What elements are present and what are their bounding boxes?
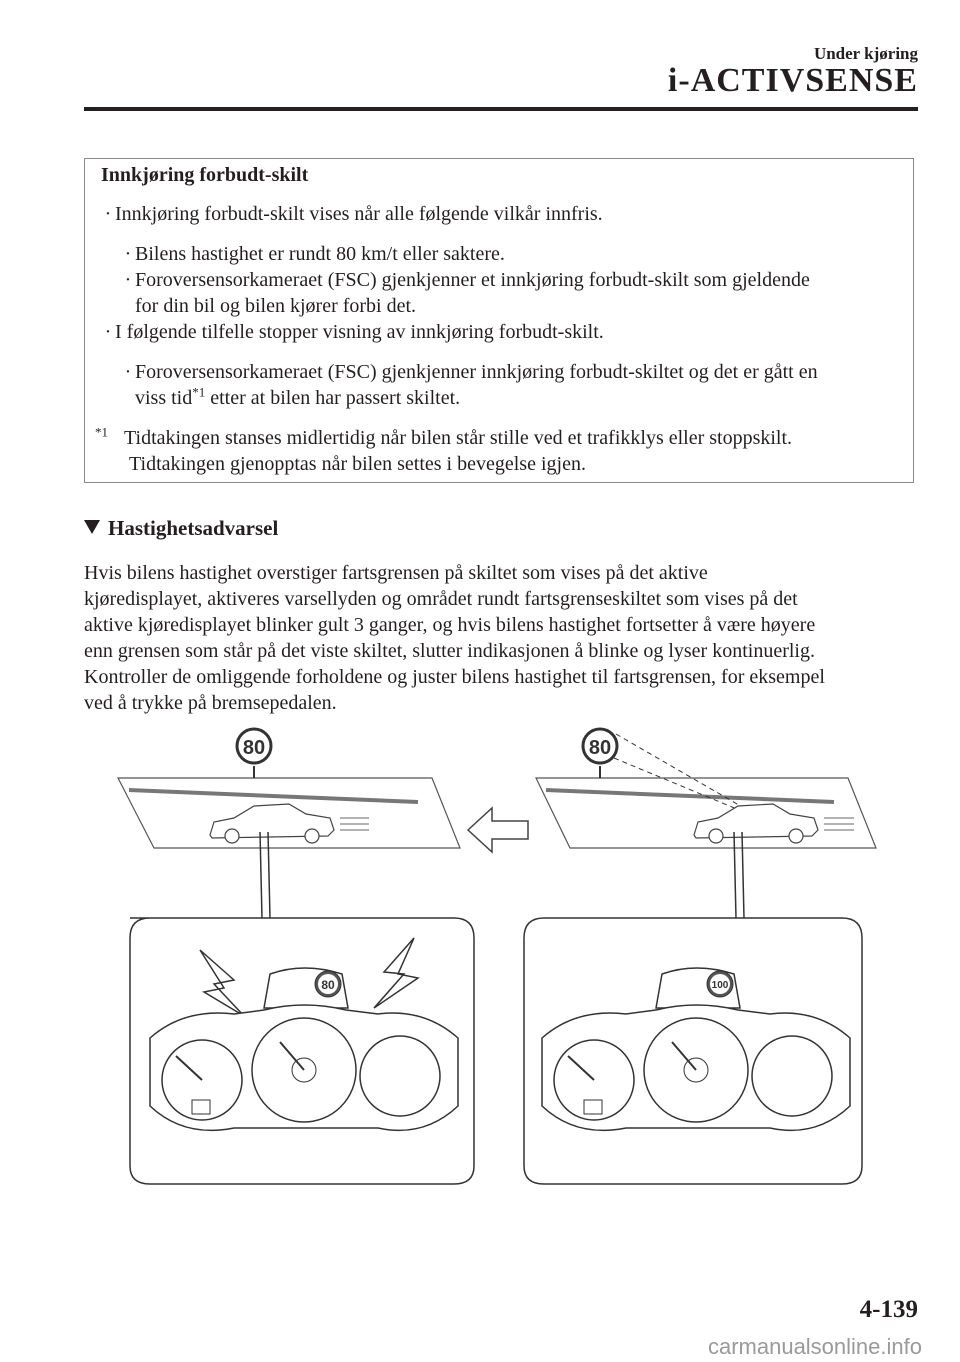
watermark[interactable]: carmanualsonline.info (707, 1334, 922, 1359)
car-icon (694, 804, 818, 843)
left-road-scene (118, 729, 460, 918)
header-chapter: i-ACTIVSENSE (667, 62, 918, 99)
page-number: 4-139 (859, 1296, 918, 1323)
section-marker-icon (84, 520, 100, 534)
speed-warning-illustration (84, 718, 884, 1188)
header-rule (84, 107, 918, 111)
box-subitem-1a: · Bilens hastighet er rundt 80 km/t eller saktere. (124, 243, 505, 265)
road-sign-value: 80 (588, 737, 612, 759)
right-cluster-panel (524, 918, 862, 1184)
paragraph-line: enn grensen som står på det viste skiltet, slutter indikasjonen å blinke og lyser kontinuerlig. (84, 640, 815, 662)
box-subitem-1b-cont: for din bil og bilen kjører forbi det. (135, 295, 417, 317)
section-title: Hastighetsadvarsel (84, 516, 278, 541)
box-footnote: $^{*1}$ Tidtakingen stanses midlertidig når bilen står stille ved et trafikklys eller stoppskilt. (95, 424, 793, 449)
box-subitem-2a-cont: viss tid$^{*1}$ etter at bilen har passert skiltet. (135, 384, 461, 409)
road-sign-value: 80 (242, 737, 266, 759)
box-item-2: · I følgende tilfelle stopper visning av innkjøring forbudt-skilt. (104, 321, 604, 343)
paragraph-line: kjøredisplayet, aktiveres varsellyden og området rundt fartsgrenseskiltet som vises på det (84, 588, 798, 610)
paragraph-line: Kontroller de omliggende forholdene og juster bilens hastighet til fartsgrensen, for eksempel (84, 666, 825, 688)
box-item-1: · Innkjøring forbudt-skilt vises når alle følgende vilkår innfris. (104, 203, 603, 225)
paragraph-line: Hvis bilens hastighet overstiger fartsgrensen på skiltet som vises på det aktive (84, 562, 708, 584)
box-subitem-1b: · Foroversensorkameraet (FSC) gjenkjenner et innkjøring forbudt-skilt som gjeldende (124, 269, 810, 291)
display-sign-value: 100 (711, 980, 729, 991)
paragraph-line: aktive kjøredisplayet blinker gult 3 ganger, og hvis bilens hastighet fortsetter å være høyere (84, 614, 816, 636)
box-title: Innkjøring forbudt-skilt (101, 164, 309, 186)
info-box (84, 158, 914, 483)
paragraph-line: ved å trykke på bremsepedalen. (84, 692, 337, 714)
display-sign-value: 80 (321, 978, 335, 992)
box-footnote-cont: Tidtakingen gjenopptas når bilen settes i bevegelse igjen. (129, 453, 586, 475)
left-cluster-panel (130, 918, 474, 1184)
arrow-left-icon (468, 808, 528, 852)
right-road-scene (536, 729, 876, 918)
car-icon (210, 804, 334, 843)
header-section: Under kjøring (813, 44, 918, 63)
box-subitem-2a: · Foroversensorkameraet (FSC) gjenkjenner innkjøring forbudt-skiltet og det er gått en (124, 361, 818, 383)
